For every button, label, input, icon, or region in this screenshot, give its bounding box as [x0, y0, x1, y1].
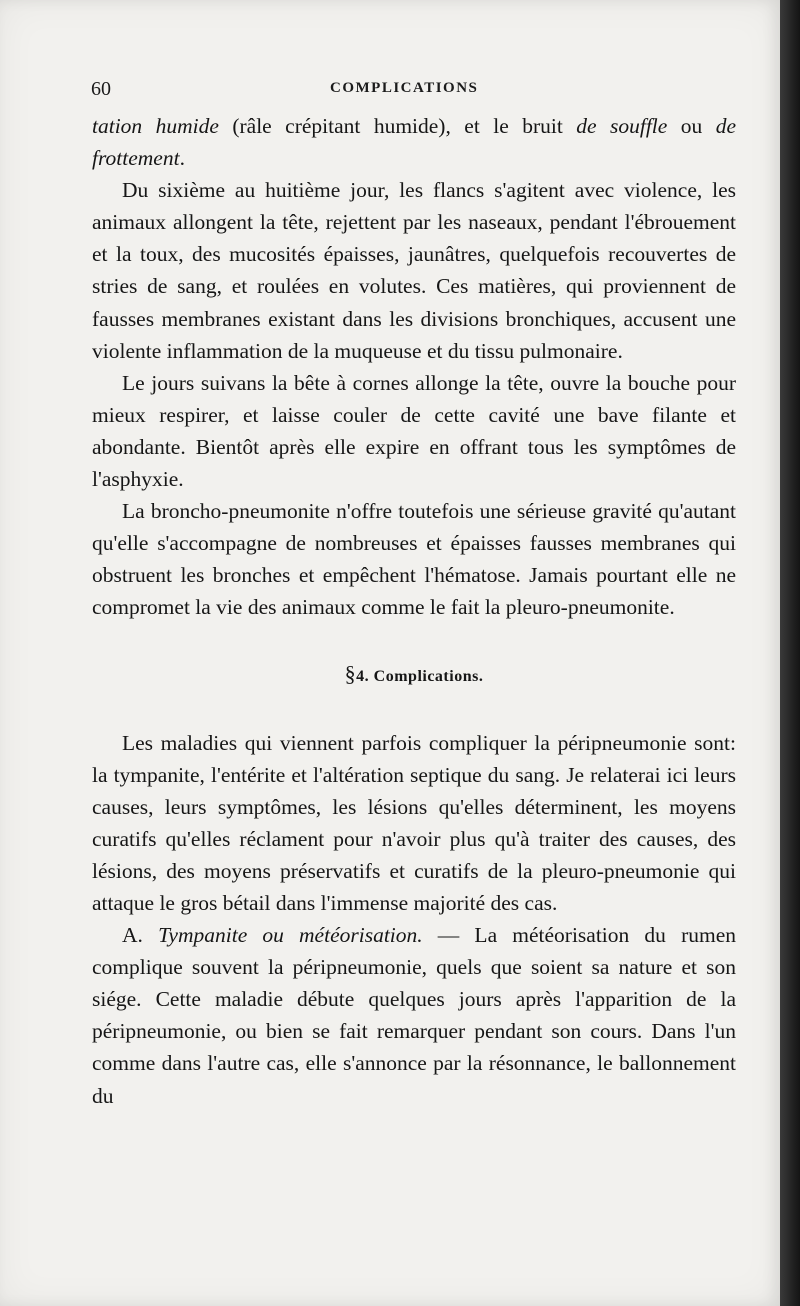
- section-title: Complications.: [373, 667, 484, 685]
- paragraph: Du sixième au huitième jour, les flancs s'agitent avec violence, les animaux allongent la tête, rejettent par les naseaux, pendant l'ébrouement et la toux, des mucosités épaisses, jaunâtres, quelquefois recouvertes de stries de sang, et roulées en volutes. Ces matières, qui proviennent de fausses membranes existant dans les divisions bronchiques, accusent une violente inflammation de la muqueuse et du tissu pulmonaire.: [92, 178, 736, 363]
- paragraph-text: (râle crépitant humide), et le bruit: [218, 114, 577, 138]
- paragraph: [92, 919, 736, 1112]
- paragraph-lead: A.: [122, 923, 159, 948]
- page-number: 60: [91, 78, 111, 100]
- section-heading: [92, 660, 736, 687]
- running-head: COMPLICATIONS: [330, 80, 479, 96]
- section-symbol: §: [344, 660, 357, 686]
- italic-term: tation humide: [92, 114, 219, 138]
- page-header: [0, 78, 780, 106]
- paragraph-text: — La météorisation du rumen complique souvent la péripneumonie, quels que soient sa nature et son siége. Cette maladie débute quelques jours après l'apparition de la péripneumonie, ou bien se fait remarquer pendant son cours. Dans l'un comme dans l'autre cas, elle s'annonce par la résonnance, le ballonnement du: [92, 923, 736, 1108]
- paragraph-text: ou: [667, 114, 716, 138]
- italic-term: de souffle: [576, 114, 668, 138]
- paragraph: Les maladies qui viennent parfois compliquer la péripneumonie sont: la tympanite, l'entérite et l'altération septique du sang. Je relaterai ici leurs causes, leurs symptômes, les lésions qu'elles déterminent, les moyens curatifs qu'elles réclament pour n'avoir plus qu'à traiter des causes, des lésions, des moyens préservatifs et curatifs de la pleuro-pneumonie qui attaque le gros bétail dans l'immense majorité des cas.: [92, 730, 736, 915]
- page-body: [92, 110, 736, 1112]
- section-number: 4.: [356, 667, 370, 685]
- paragraph: La broncho-pneumonite n'offre toutefois une sérieuse gravité qu'autant qu'elle s'accompagne de nombreuses et épaisses fausses membranes qui obstruent les bronches et empêchent l'hématose. Jamais pourtant elle ne compromet la vie des animaux comme le fait la pleuro-pneumonite.: [92, 499, 736, 620]
- italic-term: de frottement: [92, 114, 737, 171]
- page-edge-shadow: [780, 0, 800, 1306]
- paragraph-continuation: [92, 110, 736, 174]
- paragraph-text: .: [179, 146, 185, 171]
- paragraph: Le jours suivans la bête à cornes allonge la tête, ouvre la bouche pour mieux respirer, et laisse couler de cette cavité une bave filante et abondante. Bientôt après elle expire en offrant tous les symptômes de l'asphyxie.: [92, 370, 736, 492]
- italic-subheading: Tympanite ou météorisation.: [158, 923, 423, 948]
